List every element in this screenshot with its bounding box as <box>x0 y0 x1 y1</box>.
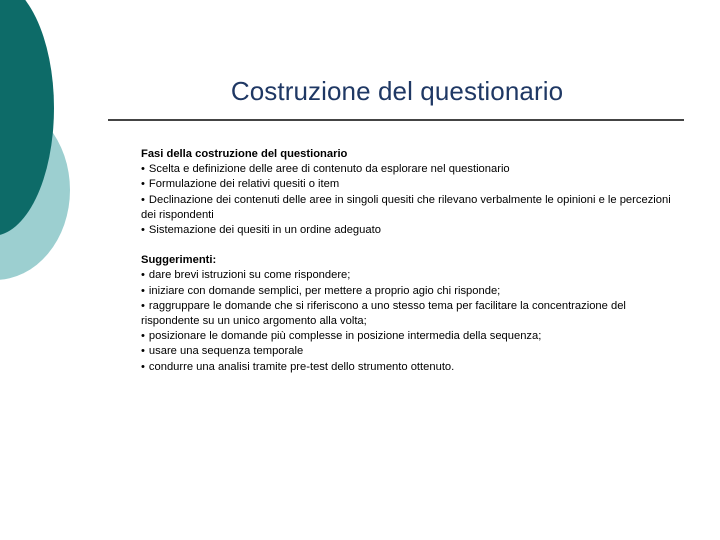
list-item-text: Sistemazione dei quesiti in un ordine adeguato <box>148 224 381 237</box>
section-suggerimenti <box>141 253 671 375</box>
list-item <box>141 223 671 238</box>
list-item <box>141 360 671 375</box>
list-item-text: dare brevi istruzioni su come rispondere; <box>148 269 351 282</box>
bullet-icon: • <box>141 360 145 373</box>
section-heading: Fasi della costruzione del questionario <box>141 148 348 160</box>
list-item <box>141 162 671 177</box>
bullet-icon: • <box>141 299 145 312</box>
list-item-text: Formulazione dei relativi quesiti o item <box>148 178 340 191</box>
list-item <box>141 193 671 223</box>
list-item-text: Scelta e definizione delle aree di contenuto da esplorare nel questionario <box>148 163 510 176</box>
list-item <box>141 268 671 283</box>
section-fasi <box>141 147 671 238</box>
bullet-icon: • <box>141 193 145 206</box>
list-item <box>141 329 671 344</box>
list-item-text: usare una sequenza temporale <box>148 345 304 358</box>
list-item-text: condurre una analisi tramite pre-test dello strumento ottenuto. <box>148 360 455 373</box>
list-item <box>141 344 671 359</box>
slide-body <box>141 147 671 375</box>
list-item-text: iniziare con domande semplici, per mettere a proprio agio chi risponde; <box>148 284 501 297</box>
bullet-icon: • <box>141 284 145 297</box>
decorative-circles <box>0 0 120 300</box>
bullet-icon: • <box>141 224 145 237</box>
bullet-icon: • <box>141 330 145 343</box>
list-item-text: Declinazione dei contenuti delle aree in singoli quesiti che rilevano verbalmente le opinioni e le percezioni dei rispondenti <box>141 193 671 221</box>
list-item <box>141 299 671 329</box>
list-item <box>141 284 671 299</box>
bullet-icon: • <box>141 163 145 176</box>
list-item <box>141 177 671 192</box>
bullet-icon: • <box>141 345 145 358</box>
bullet-icon: • <box>141 269 145 282</box>
slide-title: Costruzione del questionario <box>230 76 564 106</box>
list-item-text: raggruppare le domande che si riferiscono a uno stesso tema per facilitare la concentrazione del rispondente su un unico argomento alla volta; <box>141 299 626 328</box>
title-divider <box>108 119 684 121</box>
section-heading: Suggerimenti: <box>141 254 217 267</box>
list-item-text: posizionare le domande più complesse in posizione intermedia della sequenza; <box>148 330 542 343</box>
bullet-icon: • <box>141 178 145 191</box>
